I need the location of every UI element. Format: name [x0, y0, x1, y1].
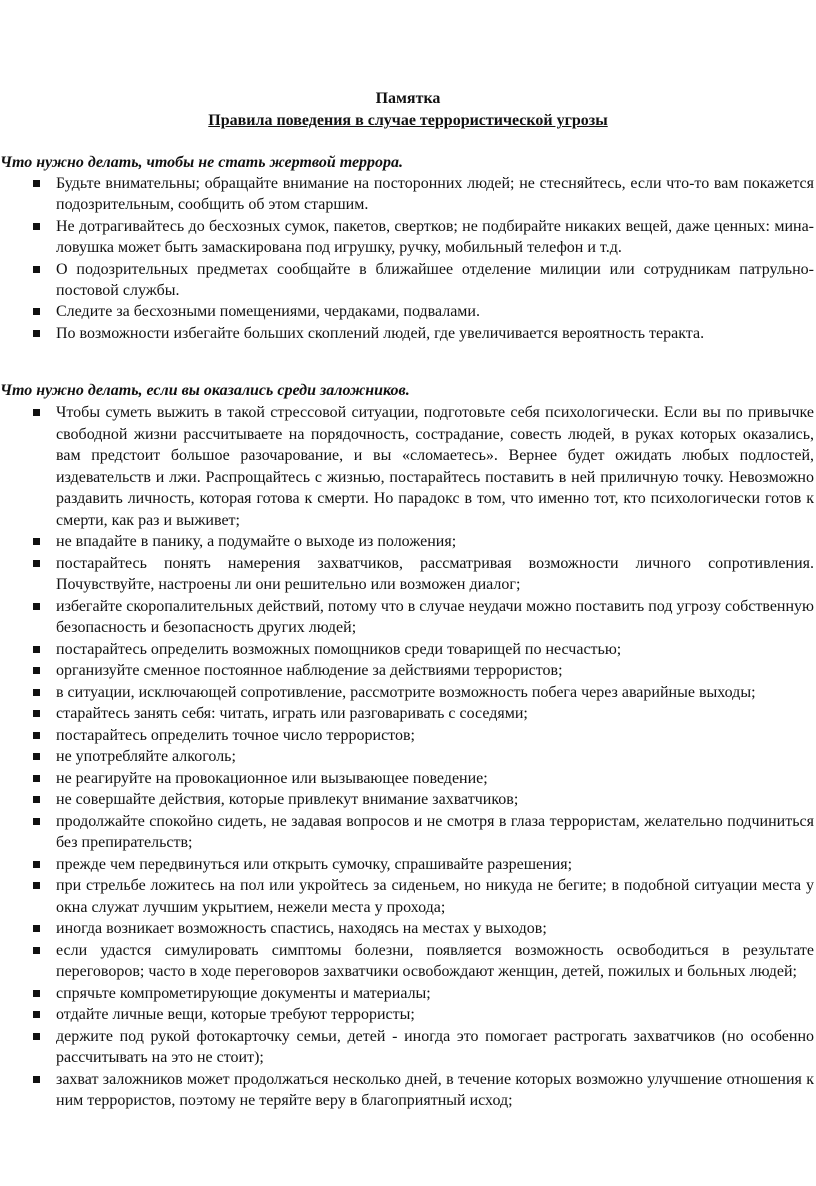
square-bullet-icon: [33, 1033, 40, 1040]
list-item-text: в ситуации, исключающей сопротивление, рассмотрите возможность побега через аварийные выходы;: [56, 683, 756, 701]
list-item: [0, 768, 816, 790]
list-item: [0, 301, 816, 322]
list-item: [0, 402, 816, 531]
list-item-text: Не дотрагивайтесь до бесхозных сумок, пакетов, свертков; не подбирайте никаких вещей, даже ценных: мина-ловушка может быть замаскирована под игрушку, ручку, мобильный телефон и т.д.: [56, 217, 814, 257]
square-bullet-icon: [33, 882, 40, 889]
square-bullet-icon: [33, 710, 40, 717]
list-item-text: при стрельбе ложитесь на пол или укройтесь за сиденьем, но никуда не бегите; в подобной ситуации места у окна служат лучшим укрытием, нежели места у прохода;: [56, 877, 814, 916]
square-bullet-icon: [33, 990, 40, 997]
list-item: [0, 1004, 816, 1026]
square-bullet-icon: [33, 538, 40, 545]
list-item-text: По возможности избегайте больших скоплений людей, где увеличивается вероятность теракта.: [56, 324, 705, 342]
square-bullet-icon: [33, 1011, 40, 1018]
square-bullet-icon: [33, 603, 40, 610]
list-item-text: организуйте сменное постоянное наблюдение за действиями террористов;: [56, 662, 563, 679]
list-item: [0, 596, 816, 639]
square-bullet-icon: [33, 818, 40, 825]
list-item: [0, 789, 816, 811]
list-item-text: захват заложников может продолжаться несколько дней, в течение которых возможно улучшение отношения к ним террористов, поэтому не теряйте веру в благоприятный исход;: [56, 1070, 814, 1109]
list-item: [0, 660, 816, 682]
list-item: [0, 1026, 816, 1069]
square-bullet-icon: [33, 646, 40, 653]
list-item: [0, 875, 816, 918]
list-item-text: О подозрительных предметах сообщайте в ближайшее отделение милиции или сотрудникам патрульно-постовой службы.: [56, 260, 814, 300]
list-item-text: не впадайте в панику, а подумайте о выходе из положения;: [56, 533, 457, 550]
square-bullet-icon: [33, 732, 40, 739]
list-item: [0, 216, 816, 259]
square-bullet-icon: [33, 1076, 40, 1083]
list-item: [0, 983, 816, 1005]
square-bullet-icon: [33, 947, 40, 954]
list-item-text: если удастся симулировать симптомы болезни, появляется возможность освободиться в результате переговоров; часто в ходе переговоров захватчики освобождают женщин, детей, пожилых и больных людей;: [56, 941, 814, 980]
list-item: [0, 746, 816, 768]
list-item: [0, 854, 816, 876]
square-bullet-icon: [33, 667, 40, 674]
list-item-text: продолжайте спокойно сидеть, не задавая вопросов и не смотря в глаза террористам, желательно подчиниться без препирательств;: [56, 812, 814, 851]
list-item: [0, 940, 816, 983]
list-item-text: не употребляйте алкоголь;: [56, 748, 236, 765]
list-item-text: Следите за бесхозными помещениями, чердаками, подвалами.: [56, 303, 480, 321]
list-item-text: не реагируйте на провокационное или вызывающее поведение;: [56, 769, 488, 787]
square-bullet-icon: [33, 266, 40, 273]
square-bullet-icon: [33, 796, 40, 803]
square-bullet-icon: [33, 689, 40, 696]
list-item-text: постарайтесь понять намерения захватчиков, рассматривая возможности личного сопротивления. Почувствуйте, настроены ли они решительно или возможен диалог;: [56, 554, 814, 593]
list-item: [0, 1069, 816, 1112]
list-item: [0, 531, 816, 553]
list-item: [0, 173, 816, 216]
square-bullet-icon: [33, 330, 40, 337]
list-item: [0, 725, 816, 747]
section-heading-hostages: Что нужно делать, если вы оказались среди заложников.: [0, 382, 410, 399]
document-title: Памятка: [375, 90, 441, 107]
list-item: [0, 553, 816, 596]
list-item-text: держите под рукой фотокарточку семьи, детей - иногда это помогает растрогать захватчиков (но особенно рассчитывать на это не стоит);: [56, 1027, 814, 1066]
square-bullet-icon: [33, 223, 40, 230]
list-item: [0, 811, 816, 854]
square-bullet-icon: [33, 775, 40, 782]
list-item: [0, 259, 816, 302]
list-item-text: Будьте внимательны; обращайте внимание на посторонних людей; не стесняйтесь, если что-то вам покажется подозрительным, сообщить об этом старшим.: [56, 175, 814, 214]
square-bullet-icon: [33, 753, 40, 760]
square-bullet-icon: [33, 560, 40, 567]
list-item: [0, 323, 816, 344]
list-item-text: Чтобы суметь выжить в такой стрессовой ситуации, подготовьте себя психологически. Если вы по привычке свободной жизни рассчитываете на порядочность, сострадание, совесть людей, в руках которых оказались, вам предстоит большое разочарование, и вы «сломаетесь». Вернее будет ожидать любых подлостей, издевательств и лжи. Распрощайтесь с жизнью, постарайтесь поставить в ней приличную точку. Невозможно раздавить личность, которая готова к смерти. Но парадокс в том, что именно тот, кто психологически готов к смерти, как раз и выживет;: [56, 404, 814, 529]
list-item-text: иногда возникает возможность спастись, находясь на местах у выходов;: [56, 920, 547, 937]
list-item: [0, 703, 816, 725]
list-item-text: постарайтесь определить возможных помощников среди товарищей по несчастью;: [56, 640, 622, 658]
prevention-list: [0, 173, 816, 344]
square-bullet-icon: [33, 180, 40, 187]
list-item-text: отдайте личные вещи, которые требуют террористы;: [56, 1006, 415, 1023]
list-item: [0, 639, 816, 661]
list-item-text: прежде чем передвинуться или открыть сумочку, спрашивайте разрешения;: [56, 855, 573, 873]
section-heading-prevention: Что нужно делать, чтобы не стать жертвой террора.: [0, 154, 404, 171]
list-item: [0, 918, 816, 940]
square-bullet-icon: [33, 861, 40, 868]
list-item-text: старайтесь занять себя: читать, играть или разговаривать с соседями;: [56, 705, 528, 722]
square-bullet-icon: [33, 308, 40, 315]
square-bullet-icon: [33, 925, 40, 932]
document-subtitle: Правила поведения в случае террористической угрозы: [208, 112, 608, 129]
hostage-list: [0, 402, 816, 1112]
square-bullet-icon: [33, 409, 40, 416]
list-item-text: не совершайте действия, которые привлекут внимание захватчиков;: [56, 791, 519, 808]
list-item-text: избегайте скоропалительных действий, потому что в случае неудачи можно поставить под угрозу собственную безопасность и безопасность других людей;: [56, 597, 814, 636]
list-item-text: постарайтесь определить точное число террористов;: [56, 726, 415, 744]
list-item: [0, 682, 816, 704]
list-item-text: спрячьте компрометирующие документы и материалы;: [56, 984, 431, 1002]
